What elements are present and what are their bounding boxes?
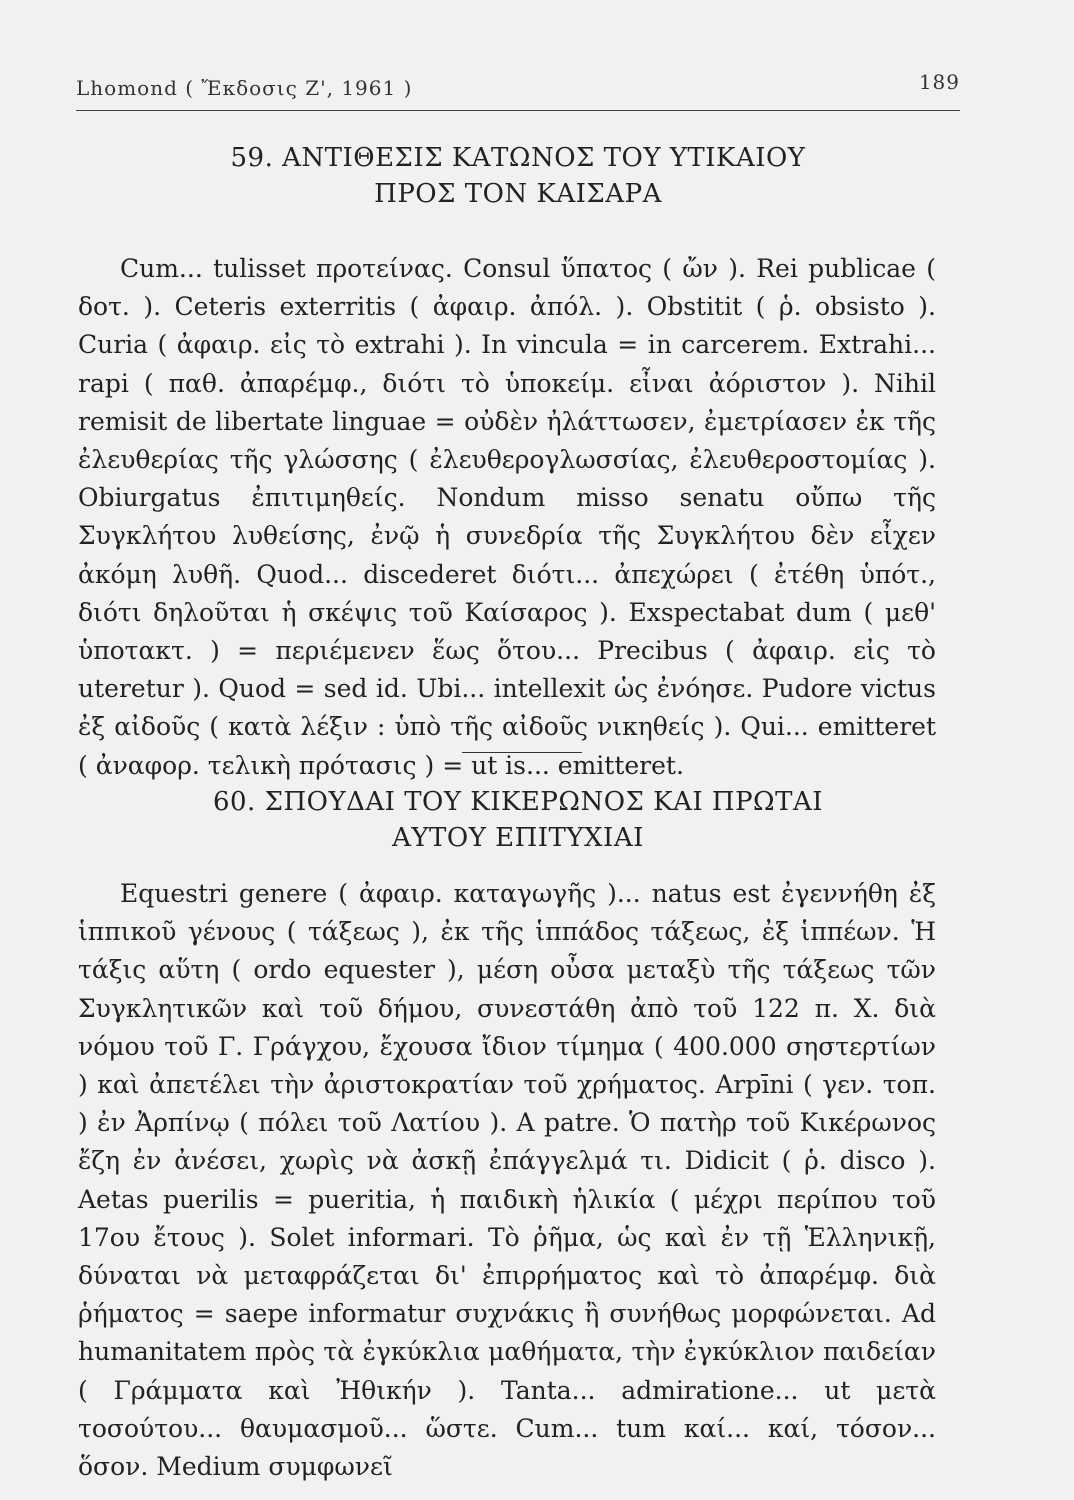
section-59-title [76, 140, 960, 212]
section-59-title-line2: ΠΡΟΣ ΤΟΝ ΚΑΙΣΑΡΑ [374, 179, 662, 209]
header-rule [76, 110, 960, 111]
section-60-body: Equestri genere ( ἀφαιρ. καταγωγῆς )... natus est ἐγεννήθη ἐξ ἱππικοῦ γένους ( τάξεως ), ἐκ τῆς ἱππάδος τάξεως, ἐξ ἱππέων. Ἡ τάξις αὕτη ( ordo equester ), μέση οὖσα μεταξὺ τῆς τάξεως τῶν Συγκλητικῶν καὶ τοῦ δήμου, συνεστάθη ἀπὸ τοῦ 122 π. Χ. διὰ νόμου τοῦ Γ. Γράγχου, ἔχουσα ἴδιον τίμημα ( 400.000 σηστερτίων ) καὶ ἀπετέλει τὴν ἀριστοκρατίαν τοῦ χρήματος. Arpīni ( γεν. τοπ. ) ἐν Ἀρπίνῳ ( πόλει τοῦ Λατίου ). A patre. Ὁ πατὴρ τοῦ Κικέρωνος ἔζη ἐν ἀνέσει, χωρὶς νὰ ἀσκῇ ἐπάγγελμά τι. Didicit ( ῥ. disco ). Aetas puerilis = pueritia, ἡ παιδικὴ ἡλικία ( μέχρι περίπου τοῦ 17ου ἔτους ). Solet informari. Τὸ ῥῆμα, ὡς καὶ ἐν τῇ Ἑλληνικῇ, δύναται νὰ μεταφράζεται δι' ἐπιρρήματος καὶ τὸ ἀπαρέμφ. διὰ ῥήματος = saepe informatur συχνάκις ἢ συνήθως μορφώνεται. Ad humanitatem πρὸς τὰ ἐγκύκλια μαθήματα, τὴν ἐγκύκλιον παιδείαν ( Γράμματα καὶ Ἠθικήν ). Tanta... admiratione... ut μετὰ τοσούτου... θαυμασμοῦ... ὥστε. Cum... tum καί... καί, τόσον... ὅσον. Medium συμφωνεῖ [78, 879, 936, 1482]
section-separator [462, 752, 582, 753]
section-60-title-line1: 60. ΣΠΟΥΔΑΙ ΤΟΥ ΚΙΚΕΡΩΝΟΣ ΚΑΙ ΠΡΩΤΑΙ [212, 787, 824, 817]
page-number: 189 [918, 70, 960, 94]
section-60-title [76, 784, 960, 856]
section-60-title-line2: ΑΥΤΟΥ ΕΠΙΤΥΧΙΑΙ [392, 823, 644, 853]
section-59-title-line1: 59. ΑΝΤΙΘΕΣΙΣ ΚΑΤΩΝΟΣ ΤΟΥ ΥΤΙΚΑΙΟΥ [230, 143, 806, 173]
running-title: Lhomond ( Ἔκδοσις Ζ', 1961 ) [76, 76, 413, 100]
running-head [76, 70, 960, 100]
section-59-body: Cum... tulisset προτείνας. Consul ὕπατος ( ὤν ). Rei publicae ( δοτ. ). Ceteris exterritis ( ἀφαιρ. ἀπόλ. ). Obstitit ( ῥ. obsisto ). Curia ( ἀφαιρ. εἰς τὸ extrahi ). In vincula = in carcerem. Extrahi... rapi ( παθ. ἀπαρέμφ., διότι τὸ ὑποκείμ. εἶναι ἀόριστον ). Nihil remisit de libertate linguae = οὐδὲν ἠλάττωσεν, ἐμετρίασεν ἐκ τῆς ἐλευθερίας τῆς γλώσσης ( ἐλευθερογλωσσίας, ἐλευθεροστομίας ). Obiurgatus ἐπιτιμηθείς. Nondum misso senatu οὔπω τῆς Συγκλήτου λυθείσης, ἐνῷ ἡ συνεδρία τῆς Συγκλήτου δὲν εἶχεν ἀκόμη λυθῆ. Quod... discederet διότι... ἀπεχώρει ( ἐτέθη ὑπότ., διότι δηλοῦται ἡ σκέψις τοῦ Καίσαρος ). Exspectabat dum ( μεθ' ὑποτακτ. ) = περιέμενεν ἕως ὅτου... Precibus ( ἀφαιρ. εἰς τὸ uteretur ). Quod = sed id. Ubi... intellexit ὡς ἐνόησε. Pudore victus ἐξ αἰδοῦς ( κατὰ λέξιν : ὑπὸ τῆς αἰδοῦς νικηθείς ). Qui... emitteret ( ἀναφορ. τελικὴ πρότασις ) = ut is... emitteret. [78, 254, 936, 780]
